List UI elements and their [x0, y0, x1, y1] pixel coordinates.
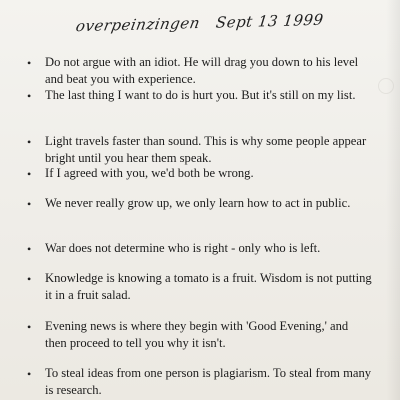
handwritten-title: overpeinzingen [74, 13, 202, 36]
quote-text: Knowledge is knowing a tomato is a fruit. Wisdom is not putting it in a fruit salad. [45, 271, 372, 302]
bullet-icon: • [27, 89, 32, 103]
list-item [27, 318, 372, 351]
quote-text: To steal ideas from one person is plagiarism. To steal from many is research. [45, 366, 372, 397]
paper-fold-mark [378, 78, 394, 94]
quote-text: Do not argue with an idiot. He will drag you down to his level and beat you with experience. [45, 55, 359, 86]
quote-text: We never really grow up, we only learn how to act in public. [45, 196, 351, 210]
bullet-icon: • [27, 320, 32, 334]
bullet-icon: • [27, 272, 32, 286]
quote-text: If I agreed with you, we'd both be wrong. [45, 166, 254, 180]
list-item [27, 195, 372, 213]
bullet-icon: • [27, 242, 32, 256]
list-item [27, 133, 372, 166]
quote-text: Evening news is where they begin with 'Good Evening,' and then proceed to tell you why it isn't. [45, 319, 349, 350]
bullet-icon: • [27, 56, 32, 70]
list-item [27, 365, 372, 398]
list-item [27, 270, 372, 303]
quote-text: Light travels faster than sound. This is why some people appear bright until you hear them speak. [45, 134, 367, 165]
list-item [27, 240, 372, 258]
quote-text: War does not determine who is right - only who is left. [45, 241, 321, 255]
bullet-icon: • [27, 167, 32, 181]
list-item [27, 165, 372, 183]
quote-text: The last thing I want to do is hurt you. But it's still on my list. [45, 88, 356, 102]
list-item [27, 87, 372, 105]
bullet-icon: • [27, 197, 32, 211]
paper-edge-shadow [386, 0, 400, 400]
bullet-icon: • [27, 367, 32, 381]
bullet-icon: • [27, 135, 32, 149]
handwritten-date: Sept 13 1999 [215, 10, 325, 32]
list-item [27, 54, 372, 87]
